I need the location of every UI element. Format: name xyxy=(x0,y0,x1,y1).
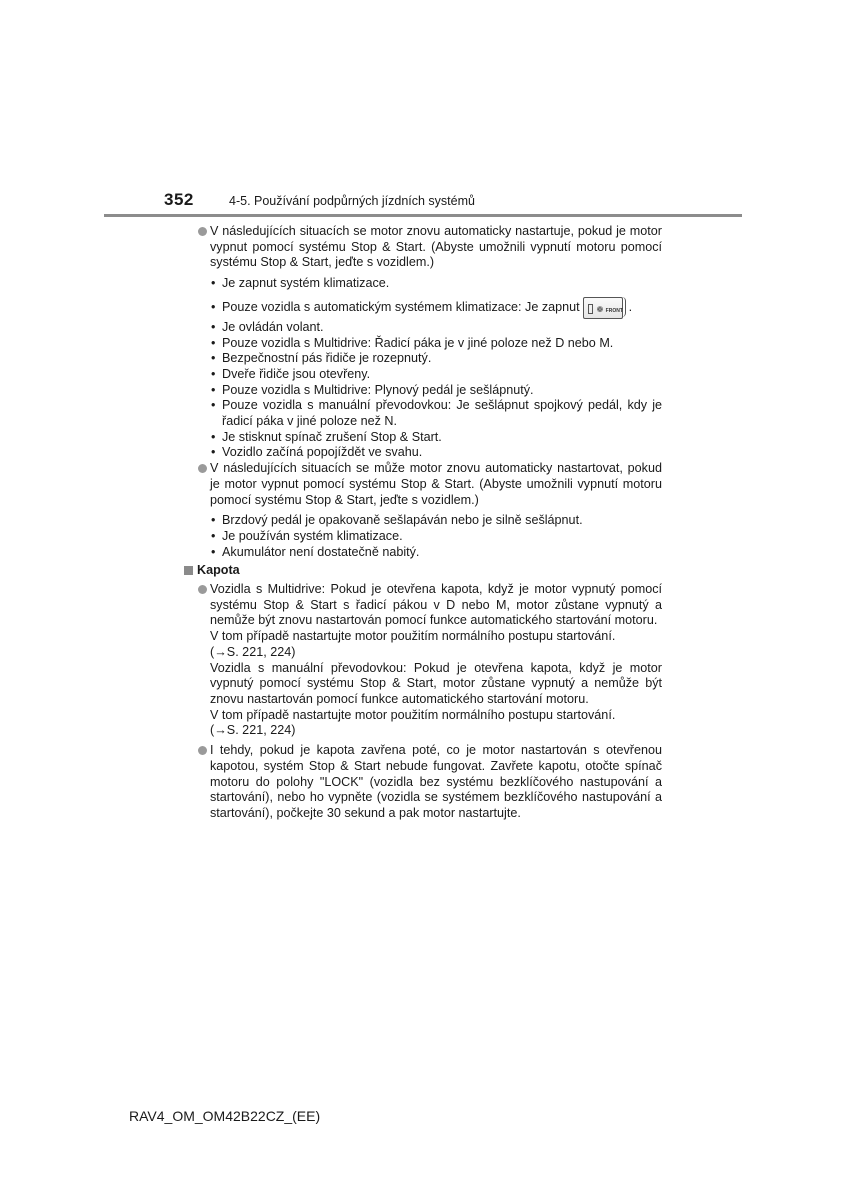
list-item: • Pouze vozidla s automatickým systémem klimatizace: Je zapnut ❁ FRONT . xyxy=(210,296,662,320)
list-item: • Je zapnut systém klimatizace. xyxy=(211,276,390,291)
instruction-text: V tom případě nastartujte motor použitím normálního postupu startování. xyxy=(210,629,616,644)
paragraph-text: V následujících situacích se motor znovu automaticky nastartuje, pokud je motor vypnut pomocí systému Stop & Start. (Abyste umožnili vypnutí motoru pomocí systému Stop & Start, jeďte s vozidlem.) xyxy=(210,224,662,270)
circle-bullet-icon xyxy=(198,464,207,473)
bullet-paragraph-hood-open xyxy=(196,582,662,629)
bullet-paragraph-may-restart xyxy=(196,461,662,508)
page-number: 352 xyxy=(164,190,194,209)
page-reference: (→S. 221, 224) xyxy=(210,644,296,659)
list-item: • Pouze vozidla s manuální převodovkou: Je sešlápnut spojkový pedál, kdy je řadicí páka v jiné poloze než N. xyxy=(211,398,662,429)
list-item: • Vozidlo začíná popojíždět ve svahu. xyxy=(211,445,423,460)
square-bullet-icon xyxy=(184,566,193,575)
content xyxy=(196,224,662,822)
section-heading-kapota: Kapota xyxy=(184,563,662,579)
list-item: • Brzdový pedál je opakovaně sešlapáván nebo je silně sešlápnut. xyxy=(211,513,583,528)
paragraph-text: I tehdy, pokud je kapota zavřena poté, co je motor nastartován s otevřenou kapotou, systém Stop & Start nebude fungovat. Zavřete kapotu, otočte spínač motoru do polohy "LOCK" (vozidla bez systému bezklíčového nastupování a startování), nebo ho vypněte (vozidla se systémem bezklíčového nastupování a startování), počkejte 30 sekund a pak motor nastartujte. xyxy=(210,743,662,820)
instruction-text: V tom případě nastartujte motor použitím normálního postupu startování. xyxy=(210,707,616,722)
sub-list-may-restart xyxy=(196,513,662,560)
list-item: • Pouze vozidla s Multidrive: Plynový pedál je sešlápnutý. xyxy=(211,382,534,397)
list-item: • Pouze vozidla s Multidrive: Řadicí páka je v jiné poloze než D nebo M. xyxy=(211,335,614,350)
bullet-paragraph-restart xyxy=(196,224,662,271)
paragraph-text: V následujících situacích se může motor znovu automaticky nastartovat, pokud je motor vypnut pomocí systému Stop & Start. (Abyste umožnili vypnutí motoru pomocí systému Stop & Start, jeďte s vozidlem.) xyxy=(210,461,662,507)
paragraph-text: Vozidla s manuální převodovkou: Pokud je otevřena kapota, když je motor vypnutý pomocí systému Stop & Start, motor zůstane vypnutý a nemůže být znovu nastartován pomocí funkce automatického startování motoru. xyxy=(210,660,662,706)
header-rule xyxy=(104,214,742,217)
footer-document-code: RAV4_OM_OM42B22CZ_(EE) xyxy=(129,1108,321,1124)
list-item: • Je stisknut spínač zrušení Stop & Start. xyxy=(211,429,442,444)
bullet-paragraph-hood-closed xyxy=(196,743,662,822)
front-defroster-button-icon: ❁ FRONT xyxy=(583,297,623,319)
section-title: 4-5. Používání podpůrných jízdních systémů xyxy=(229,194,475,208)
circle-bullet-icon xyxy=(198,746,207,755)
sub-list-restart xyxy=(196,276,662,461)
circle-bullet-icon xyxy=(198,585,207,594)
list-item: • Je ovládán volant. xyxy=(211,319,324,334)
circle-bullet-icon xyxy=(198,227,207,236)
list-item: • Bezpečnostní pás řidiče je rozepnutý. xyxy=(211,351,432,366)
list-item: • Dveře řidiče jsou otevřeny. xyxy=(211,366,371,381)
list-item: • Akumulátor není dostatečně nabitý. xyxy=(211,544,420,559)
page-reference: (→S. 221, 224) xyxy=(210,723,296,738)
list-item: • Je používán systém klimatizace. xyxy=(211,528,403,543)
paragraph-text: Vozidla s Multidrive: Pokud je otevřena kapota, když je motor vypnutý pomocí systému Stop & Start s řadicí pákou v D nebo M, motor zůstane vypnutý a nemůže být znovu nastartován pomocí funkce automatického startování motoru. xyxy=(210,582,662,628)
